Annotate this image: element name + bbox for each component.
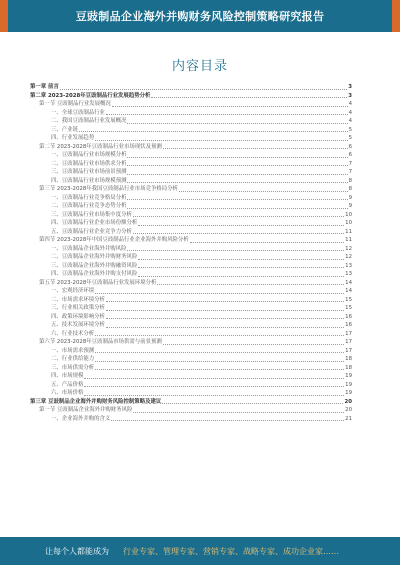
toc-entry-label: 第一章 前言: [30, 84, 59, 90]
toc-entry-label: 六、市场价格: [51, 390, 84, 396]
toc-entry[interactable]: [30, 100, 352, 109]
toc-leader-dots: [133, 233, 344, 234]
toc-heading: 内容目录: [171, 59, 228, 74]
toc-leader-dots: [127, 165, 347, 166]
toc-entry[interactable]: [30, 211, 352, 220]
toc-entry[interactable]: [30, 355, 352, 364]
toc-entry[interactable]: [30, 372, 352, 381]
toc-entry[interactable]: [30, 406, 352, 415]
toc-entry[interactable]: [30, 398, 352, 407]
toc-entry-page: 9: [348, 203, 352, 209]
toc-entry[interactable]: [30, 262, 352, 271]
toc-entry-page: 16: [345, 322, 352, 328]
toc-entry[interactable]: [30, 126, 352, 135]
toc-leader-dots: [95, 140, 347, 141]
toc-leader-dots: [157, 284, 344, 285]
toc-leader-dots: [60, 89, 347, 90]
toc-entry-label: 第二章 2023-2028年豆豉制品行业发展趋势分析: [30, 92, 151, 99]
toc-entry-label: 四、政策环境影响分析: [51, 313, 105, 320]
toc-entry[interactable]: [30, 143, 352, 152]
toc-entry-label: 第一节 豆豉制品企业海外并购财务风险: [39, 407, 133, 413]
footer-lead: 让每个人都能成为: [45, 547, 109, 556]
toc-entry-page: 17: [345, 330, 352, 337]
toc-entry-page: 20: [345, 407, 352, 413]
toc-entry-label: 一、全球豆豉制品行业: [51, 109, 105, 116]
toc-entry-page: 21: [345, 415, 352, 422]
toc-entry-page: 18: [345, 364, 352, 371]
toc-entry-page: 19: [345, 390, 352, 396]
toc-leader-dots: [112, 106, 348, 107]
toc-entry-page: 15: [345, 296, 352, 303]
toc-entry-label: 三、市场供需分析: [51, 364, 95, 371]
toc-leader-dots: [190, 242, 344, 243]
toc-entry[interactable]: [30, 330, 352, 339]
toc-entry-label: 二、豆豉制品行业竞争态势分析: [51, 203, 127, 209]
toc-entry-page: 6: [348, 152, 352, 158]
toc-leader-dots: [163, 148, 348, 149]
toc-entry-label: 一、豆豉制品企业海外并购风险: [51, 245, 127, 252]
toc-entry-label: 三、产业链: [51, 126, 78, 133]
toc-leader-dots: [133, 412, 344, 413]
toc-entry-page: 13: [345, 271, 352, 277]
toc-leader-dots: [127, 123, 347, 124]
toc-leader-dots: [127, 174, 347, 175]
footer-slogan: 行业专家、管理专家、营销专家、战略专家、成功企业家……: [123, 547, 339, 556]
toc-leader-dots: [163, 344, 344, 345]
toc-leader-dots: [127, 182, 347, 183]
toc-entry-page: 15: [345, 305, 352, 311]
toc-entry-page: 20: [344, 398, 352, 405]
header-accent-right: [392, 0, 400, 32]
toc-entry[interactable]: [30, 304, 352, 313]
toc-entry[interactable]: [30, 168, 352, 177]
toc-entry-label: 二、豆豉制品行业市场供求分析: [51, 160, 127, 167]
page-footer: [0, 537, 400, 565]
toc-entry[interactable]: [30, 270, 352, 279]
toc-entry[interactable]: [30, 219, 352, 228]
footer-text: [45, 546, 339, 557]
toc-entry-page: 4: [348, 109, 352, 116]
toc-entry-page: 19: [345, 373, 352, 379]
toc-entry-page: 8: [348, 177, 352, 184]
toc-leader-dots: [162, 403, 343, 404]
toc-entry-page: 13: [345, 262, 352, 269]
toc-entry-label: 第二节 2023-2028年豆豉制品行业市场现状及预测: [39, 143, 162, 150]
toc-entry[interactable]: [30, 245, 352, 254]
toc-entry[interactable]: [30, 389, 352, 398]
toc-entry-page: 11: [345, 237, 352, 243]
toc-entry[interactable]: [30, 313, 352, 322]
report-title: 豆豉制品企业海外并购财务风险控制策略研究报告: [75, 10, 325, 23]
toc-entry[interactable]: [30, 194, 352, 203]
toc-entry-page: 7: [348, 169, 352, 175]
toc-entry-page: 17: [345, 339, 352, 345]
toc-leader-dots: [95, 335, 344, 336]
toc-entry[interactable]: [30, 177, 352, 186]
toc-leader-dots: [106, 301, 344, 302]
toc-entry-label: 三、豆豉制品行业市场前景预测: [51, 169, 127, 175]
toc-leader-dots: [106, 318, 344, 319]
toc-entry-page: 9: [348, 194, 352, 201]
toc-entry-label: 一、豆豉制品行业竞争格局分析: [51, 194, 127, 201]
toc-entry[interactable]: [30, 279, 352, 288]
toc-entry-label: 一、豆豉制品行业市场规模分析: [51, 152, 127, 158]
toc-leader-dots: [133, 216, 344, 217]
page-header: [0, 0, 400, 32]
toc-entry-page: 3: [348, 84, 352, 90]
toc-entry-page: 14: [345, 288, 352, 294]
toc-entry[interactable]: [30, 228, 352, 237]
toc-leader-dots: [95, 352, 344, 353]
toc-entry-page: 3: [348, 92, 352, 99]
toc-leader-dots: [106, 114, 348, 115]
toc-entry-label: 四、市场规模: [51, 373, 84, 379]
toc-entry-page: 14: [345, 279, 352, 286]
toc-entry-page: 17: [345, 347, 352, 354]
toc-leader-dots: [111, 420, 344, 421]
toc-entry-label: 一、宏观经济环境: [51, 288, 95, 294]
toc-entry-page: 12: [345, 245, 352, 252]
toc-entry[interactable]: [30, 202, 352, 211]
toc-entry[interactable]: [30, 381, 352, 390]
toc-entry-page: 18: [345, 356, 352, 362]
toc-entry-label: 四、豆豉制品行业市场规模预测: [51, 177, 127, 184]
toc-entry[interactable]: [30, 347, 352, 356]
toc-entry-label: 第六节 2023-2028年豆豉制品市场供需与前景预测: [39, 339, 162, 345]
toc-entry-label: 五、产品价格: [51, 381, 84, 388]
toc-entry-page: 7: [348, 160, 352, 167]
toc-entry-label: 二、豆豉制品企业海外并购财务风险: [51, 254, 138, 260]
toc-entry[interactable]: [30, 253, 352, 262]
toc-leader-dots: [79, 131, 348, 132]
toc-leader-dots: [106, 327, 344, 328]
toc-entry-page: 10: [345, 211, 352, 218]
toc-entry-label: 五、豆豉制品行业企业竞争力分析: [51, 228, 132, 235]
toc-entry-page: 5: [348, 135, 352, 141]
toc-entry[interactable]: [30, 151, 352, 160]
toc-entry[interactable]: [30, 338, 352, 347]
toc-entry-label: 第一节 豆豉制品行业发展概况: [39, 101, 111, 107]
toc-entry[interactable]: [30, 415, 352, 424]
toc-entry[interactable]: [30, 109, 352, 118]
toc-entry-page: 16: [345, 313, 352, 320]
toc-entry-page: 4: [348, 118, 352, 124]
toc-entry-page: 19: [345, 381, 352, 388]
toc-entry-label: 四、行业发展趋势: [51, 135, 95, 141]
toc-entry-label: 二、行业供给能力: [51, 356, 95, 362]
toc-leader-dots: [127, 208, 347, 209]
toc-leader-dots: [138, 276, 344, 277]
toc-entry[interactable]: [30, 83, 352, 92]
toc-entry-label: 五、技术发展环境分析: [51, 322, 105, 328]
toc-leader-dots: [106, 310, 344, 311]
toc-leader-dots: [138, 267, 344, 268]
toc-entry-label: 一、企业海外并购的含义: [51, 415, 111, 422]
toc-entry-label: 四、豆豉制品企业海外并购支付风险: [51, 271, 138, 277]
toc-entry-label: 三、豆豉制品企业海外并购融资风险: [51, 262, 138, 269]
toc-entry[interactable]: [30, 364, 352, 373]
toc-entry-label: 一、市场需求预测: [51, 347, 95, 354]
toc-entry[interactable]: [30, 287, 352, 296]
toc-entry-page: 12: [345, 254, 352, 260]
toc-entry-page: 8: [348, 186, 352, 192]
toc-entry-label: 第三节 2023-2028年我国豆豉制品行业市场竞争格局分析: [39, 186, 178, 192]
toc-entry[interactable]: [30, 117, 352, 126]
toc-leader-dots: [84, 395, 344, 396]
toc-entry-label: 三、行业相关政策分析: [51, 305, 105, 311]
toc-entry-label: 第五节 2023-2028年豆豉制品行业发展环境分析: [39, 279, 157, 286]
toc-leader-dots: [179, 191, 348, 192]
toc-entry[interactable]: [30, 92, 352, 101]
toc-entry-label: 四、豆豉制品行业企业市场份额分析: [51, 220, 138, 226]
toc-leader-dots: [127, 199, 347, 200]
toc-entry-label: 六、行业技术分析: [51, 330, 95, 337]
toc-leader-dots: [138, 225, 344, 226]
toc-entry-label: 第四节 2023-2028年中国豆豉制品行业企业海外并购风险分析: [39, 237, 189, 243]
toc-entry-page: 6: [348, 143, 352, 150]
toc-entry-page: 10: [345, 220, 352, 226]
toc-entry[interactable]: [30, 321, 352, 330]
toc-leader-dots: [151, 97, 347, 98]
toc-leader-dots: [127, 250, 344, 251]
toc-leader-dots: [95, 369, 344, 370]
toc-leader-dots: [95, 293, 344, 294]
toc-entry-page: 5: [348, 126, 352, 133]
toc-entry-page: 11: [345, 228, 352, 235]
toc-leader-dots: [84, 378, 344, 379]
toc-leader-dots: [84, 386, 344, 387]
toc-entry-page: 4: [348, 101, 352, 107]
toc-entry[interactable]: [30, 236, 352, 245]
toc-entry[interactable]: [30, 296, 352, 305]
toc-entry[interactable]: [30, 134, 352, 143]
toc-entry[interactable]: [30, 185, 352, 194]
table-of-contents: [30, 83, 352, 423]
toc-leader-dots: [138, 259, 344, 260]
toc-entry-label: 三、豆豉制品行业市场集中度分析: [51, 211, 132, 218]
toc-leader-dots: [127, 157, 347, 158]
toc-entry-label: 二、我国豆豉制品行业发展概况: [51, 118, 127, 124]
toc-entry-label: 二、市场需求环境分析: [51, 296, 105, 303]
toc-entry-label: 第三章 豆豉制品企业海外并购财务风险控制策略及建议: [30, 398, 162, 405]
toc-entry[interactable]: [30, 160, 352, 169]
toc-leader-dots: [95, 361, 344, 362]
